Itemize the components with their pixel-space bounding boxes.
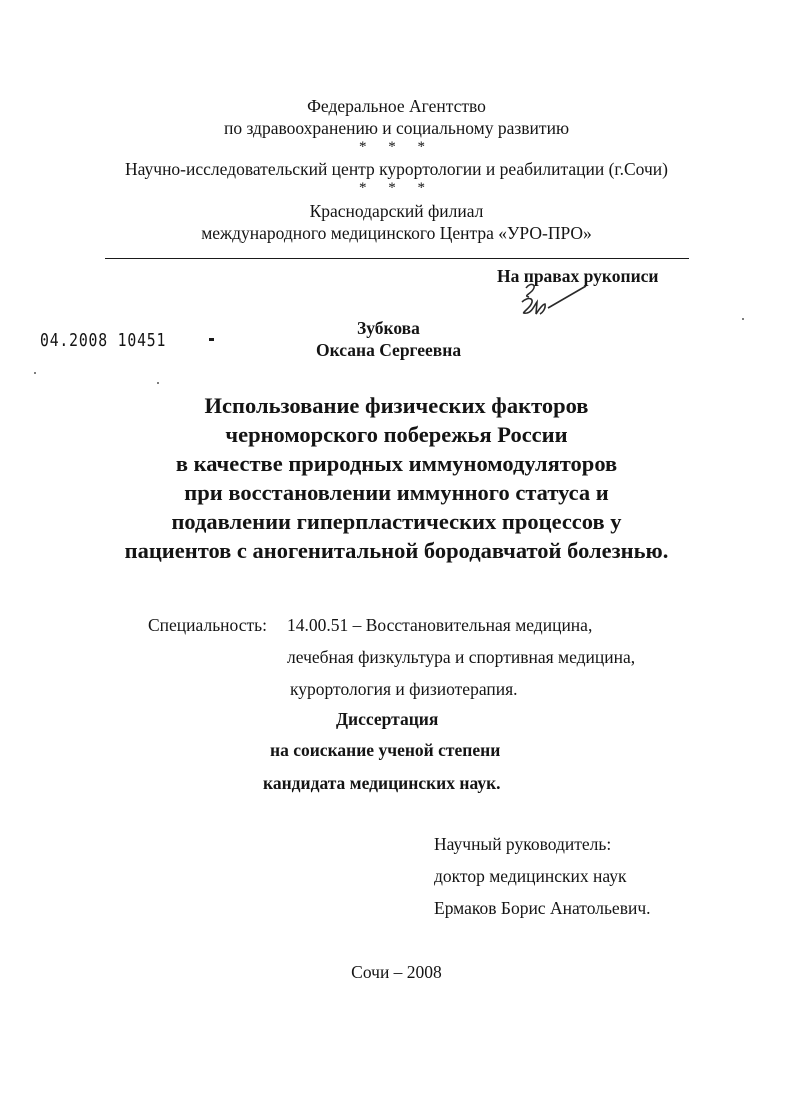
specialty-line-1: 14.00.51 – Восстановительная медицина, xyxy=(287,615,593,635)
manuscript-note: На правах рукописи xyxy=(497,266,659,286)
branch-line-1: Краснодарский филиал xyxy=(309,201,484,221)
separator-stars-2: * * * xyxy=(359,180,434,196)
registration-stamp: 04.2008 10451 xyxy=(40,330,167,351)
supervisor-degree: доктор медицинских наук xyxy=(434,866,627,886)
scan-speck xyxy=(742,318,744,320)
specialty-line-2: лечебная физкультура и спортивная медицина, xyxy=(287,647,636,667)
separator-stars-1: * * * xyxy=(359,139,434,155)
branch-line-2: международного медицинского Центра «УРО-ПРО» xyxy=(201,223,592,243)
dissertation-title-line: Использование физических факторов xyxy=(204,393,589,418)
dissertation-title-line: при восстановлении иммунного статуса и xyxy=(184,480,609,505)
scan-speck xyxy=(34,372,36,374)
header-divider xyxy=(105,258,689,259)
place-and-year: Сочи – 2008 xyxy=(351,962,442,982)
specialty-label: Специальность: xyxy=(148,615,267,635)
dissertation-title-line: черноморского побережья России xyxy=(225,422,568,447)
degree-line-2: на соискание ученой степени xyxy=(270,740,501,760)
stamp-mark xyxy=(209,338,214,341)
author-name: Оксана Сергеевна xyxy=(316,340,462,360)
agency-line-2: по здравоохранению и социальному развитию xyxy=(223,118,570,138)
handwritten-signature xyxy=(512,282,598,324)
dissertation-title-line: пациентов с аногенитальной бородавчатой болезнью. xyxy=(124,538,669,563)
dissertation-title-line: в качестве природных иммуномодуляторов xyxy=(175,451,618,476)
degree-line-3: кандидата медицинских наук. xyxy=(263,773,501,793)
degree-line-1: Диссертация xyxy=(336,709,439,729)
scan-speck xyxy=(157,382,159,384)
specialty-line-3: курортология и физиотерапия. xyxy=(290,679,518,699)
dissertation-title-line: подавлении гиперпластических процессов у xyxy=(171,509,622,534)
agency-line-1: Федеральное Агентство xyxy=(307,96,486,116)
research-center-name: Научно-исследовательский центр курортологии и реабилитации (г.Сочи) xyxy=(125,159,668,179)
supervisor-name: Ермаков Борис Анатольевич. xyxy=(434,898,651,918)
supervisor-label: Научный руководитель: xyxy=(434,834,612,854)
author-surname: Зубкова xyxy=(357,318,420,338)
